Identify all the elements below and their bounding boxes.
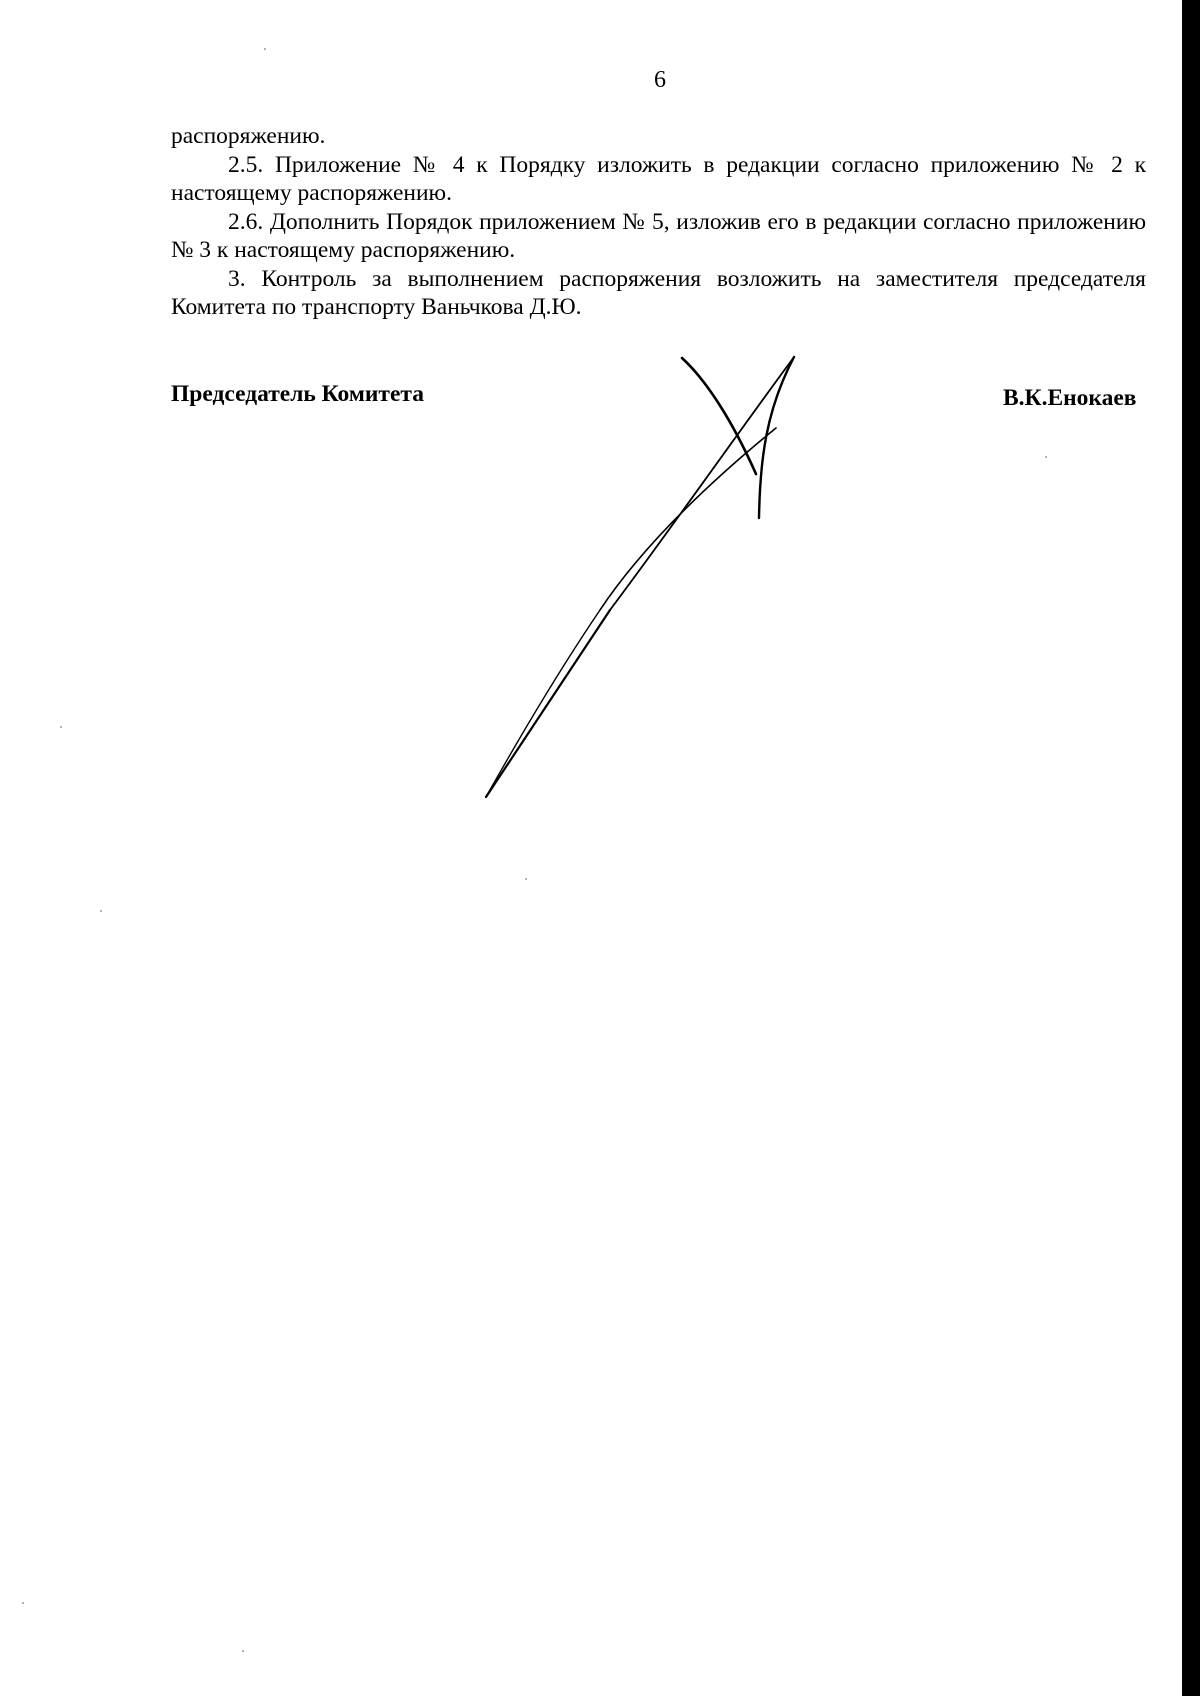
paragraph-continuation: распоряжению.: [171, 123, 326, 149]
scan-speck: [22, 1602, 24, 1604]
handwritten-signature: [470, 350, 810, 810]
paragraph-item-2-6: 2.6. Дополнить Порядок приложением № 5, изложив его в редакции согласно приложению № 3 к настоящему распоряжению.: [171, 208, 1146, 263]
scan-edge-border: [1182, 0, 1200, 1696]
paragraph-item-2-5: 2.5. Приложение № 4 к Порядку изложить в редакции согласно приложению № 2 к настоящему распоряжению.: [171, 151, 1146, 206]
signatory-title: Председатель Комитета: [171, 381, 424, 407]
signatory-name: В.К.Енокаев: [1003, 385, 1137, 411]
document-body: [171, 122, 1146, 322]
scan-speck: [1045, 456, 1047, 458]
scan-speck: [60, 726, 62, 728]
scan-speck: [242, 1650, 244, 1652]
scan-speck: [100, 910, 102, 912]
scan-speck: [525, 878, 527, 880]
page-number: 6: [654, 67, 666, 93]
paragraph-item-3: 3. Контроль за выполнением распоряжения возложить на заместителя председателя Комитета по транспорту Ваньчкова Д.Ю.: [171, 265, 1146, 320]
scan-speck: [264, 48, 266, 50]
